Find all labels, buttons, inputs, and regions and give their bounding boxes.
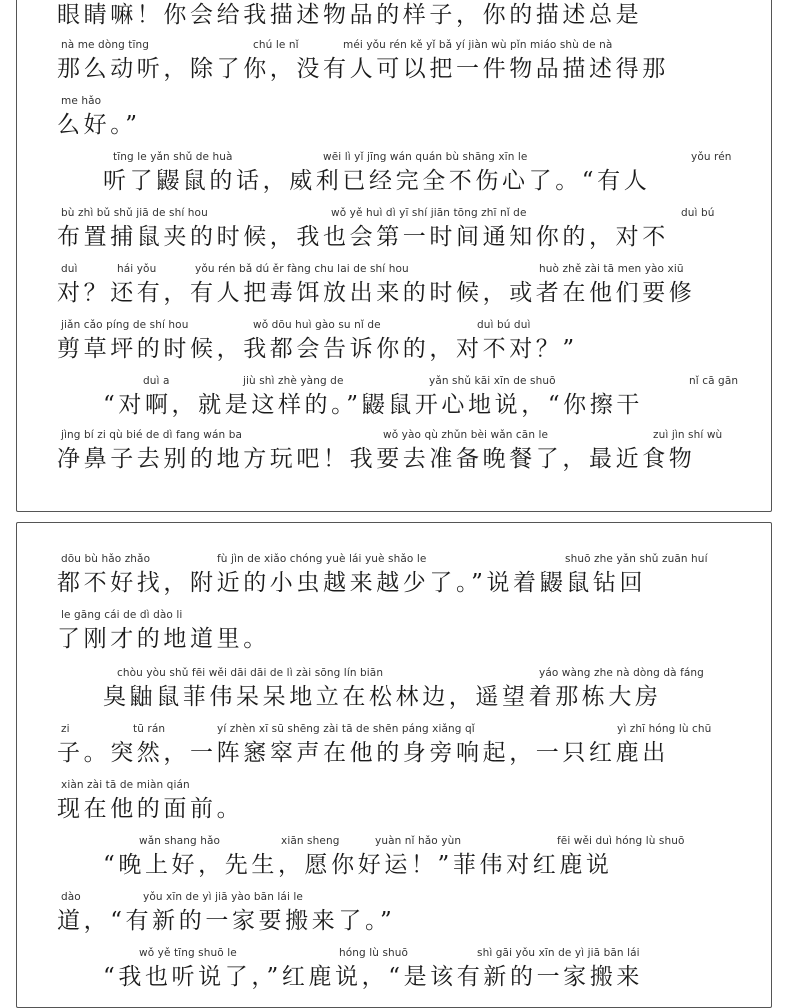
pinyin: fù jìn de xiǎo chóng yuè lái yuè shǎo le [217,553,427,565]
pinyin: bù zhì bǔ shǔ jiā de shí hou [61,207,208,219]
pinyin: yǒu rén bǎ dú ěr fàng chu lai de shí hou [195,263,409,275]
pinyin: méi yǒu rén kě yǐ bǎ yí jiàn wù pǐn miáo shù de nà [343,39,613,51]
hanzi-text: 眼睛嘛！你会给我描述物品的样子，你的描述总是 [57,2,643,28]
pinyin: chòu yòu shǔ fēi wěi dāi dāi de lì zài sōng lín biān [117,667,384,679]
hanzi-text: 子。突然，一阵窸窣声在他的身旁响起，一只红鹿出 [57,740,669,766]
pinyin: shuō zhe yǎn shǔ zuān huí [565,553,708,565]
pinyin: wǒ yě tīng shuō le [139,947,237,959]
hanzi-text: 了刚才的地道里。 [57,626,270,652]
pinyin: xiān sheng [281,835,340,847]
pinyin: zuì jìn shí wù [653,429,723,441]
hanzi-text: 剪草坪的时候，我都会告诉你的，对不对？” [57,336,578,362]
pinyin: jiù shì zhè yàng de [243,375,344,387]
hanzi-text: 臭鼬鼠菲伟呆呆地立在松林边，遥望着那栋大房 [103,684,662,710]
hanzi-text: 对？还有，有人把毒饵放出来的时候，或者在他们要修 [57,280,696,306]
pinyin: hái yǒu [117,263,157,275]
hanzi-text: “晚上好，先生，愿你好运！”菲伟对红鹿说 [103,852,613,878]
pinyin: yáo wàng zhe nà dòng dà fáng [539,667,704,679]
page-top [16,0,772,512]
hanzi-text: 听了鼹鼠的话，威利已经完全不伤心了。“有人 [103,168,651,194]
hanzi-text: 那么动听，除了你，没有人可以把一件物品描述得那 [57,56,669,82]
hanzi-text: 净鼻子去别的地方玩吧！我要去准备晚餐了，最近食物 [57,446,696,472]
hanzi-text: 么好。” [57,112,141,138]
pinyin: jiǎn cǎo píng de shí hou [61,319,189,331]
pinyin: yí zhèn xī sū shēng zài tā de shēn páng xiǎng qǐ [217,723,475,735]
pinyin: hóng lù shuō [339,947,409,959]
hanzi-text: 布置捕鼠夹的时候，我也会第一时间通知你的，对不 [57,224,669,250]
pinyin: wǒ yào qù zhǔn bèi wǎn cān le [383,429,549,441]
pinyin: me hǎo [61,95,102,107]
pinyin: yì zhī hóng lù chū [617,723,712,735]
pinyin: dōu bù hǎo zhǎo [61,553,151,565]
pinyin: yǒu xīn de yì jiā yào bān lái le [143,891,303,903]
pinyin: wǒ yě huì dì yī shí jiān tōng zhī nǐ de [331,207,527,219]
pinyin: huò zhě zài tā men yào xiū [539,263,684,275]
pinyin: nǐ cā gān [689,375,739,387]
pinyin: chú le nǐ [253,39,299,51]
pinyin: shì gāi yǒu xīn de yì jiā bān lái [477,947,640,959]
pinyin: wēi lì yǐ jīng wán quán bù shāng xīn le [323,151,528,163]
pinyin: tū rán [133,723,166,735]
hanzi-text: 都不好找，附近的小虫越来越少了。”说着鼹鼠钻回 [57,570,647,596]
pinyin: yuàn nǐ hǎo yùn [375,835,462,847]
pinyin: zi [61,723,70,735]
pinyin: yǒu rén [691,151,732,163]
hanzi-text: 道，“有新的一家要搬来了。” [57,908,396,934]
pinyin: yǎn shǔ kāi xīn de shuō [429,375,556,387]
pinyin: duì [61,263,78,275]
pinyin: duì bú duì [477,319,531,331]
hanzi-text: “对啊，就是这样的。”鼹鼠开心地说，“你擦干 [103,392,643,418]
pinyin: fēi wěi duì hóng lù shuō [557,835,685,847]
pinyin: wǎn shang hǎo [139,835,221,847]
page-bottom [16,522,772,1008]
hanzi-text: 现在他的面前。 [57,796,244,822]
pinyin: nà me dòng tīng [61,39,150,51]
pinyin: jìng bí zi qù bié de dì fang wán ba [61,429,242,441]
pinyin: xiàn zài tā de miàn qián [61,779,190,791]
pinyin: duì bú [681,207,715,219]
pinyin: tīng le yǎn shǔ de huà [113,151,233,163]
pinyin: le gāng cái de dì dào li [61,609,183,621]
pinyin: wǒ dōu huì gào su nǐ de [253,319,381,331]
pinyin: dào [61,891,81,903]
hanzi-text: “我也听说了，”红鹿说，“是该有新的一家搬来 [103,964,643,990]
pinyin: duì a [143,375,170,387]
